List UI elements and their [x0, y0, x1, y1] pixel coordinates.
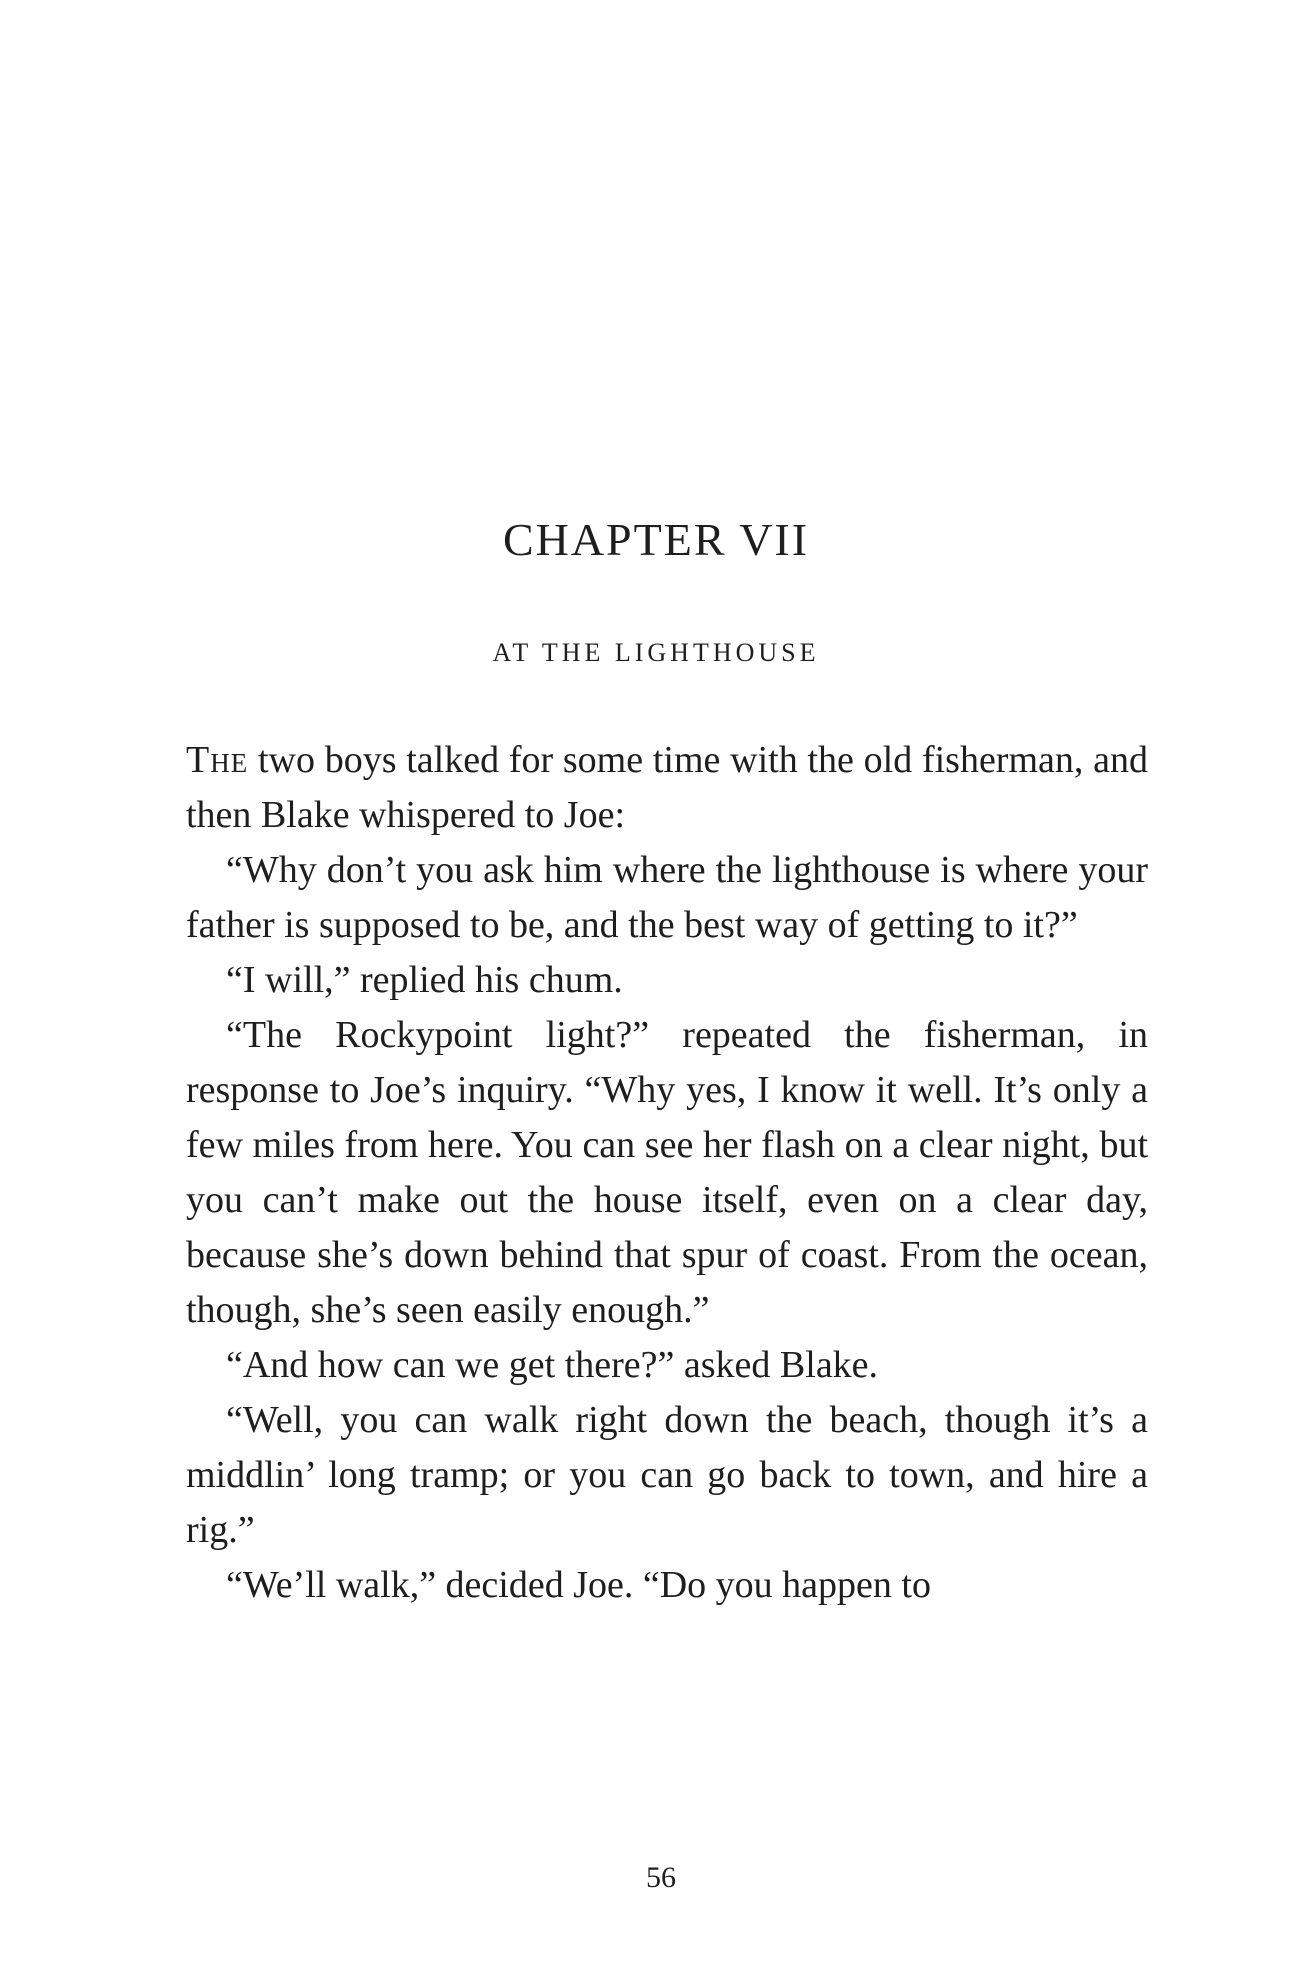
- page-number: 56: [646, 1861, 676, 1894]
- paragraph-text: “We’ll walk,” decided Joe. “Do you happen to: [226, 1564, 931, 1606]
- paragraph-text: “And how can we get there?” asked Blake.: [226, 1344, 879, 1386]
- paragraph-text: two boys talked for some time with the old fisherman, and then Blake whispered to Joe:: [186, 739, 1148, 836]
- paragraph: [186, 953, 1148, 1008]
- paragraph: [186, 1008, 1148, 1338]
- paragraph: [186, 843, 1148, 953]
- lead-word: The: [186, 739, 249, 781]
- paragraph-text: “I will,” replied his chum.: [226, 959, 623, 1001]
- paragraph: [186, 1393, 1148, 1558]
- paragraph-text: “Well, you can walk right down the beach, though it’s a middlin’ long tramp; or you can go back to town, and hire a rig.”: [186, 1399, 1148, 1551]
- chapter-subtitle: AT THE LIGHTHOUSE: [492, 638, 820, 667]
- paragraph: [186, 1558, 1148, 1613]
- paragraph: [186, 1338, 1148, 1393]
- body-text: [186, 733, 1148, 1613]
- paragraph-text: “Why don’t you ask him where the lighthouse is where your father is supposed to be, and the best way of getting to it?”: [186, 849, 1148, 946]
- chapter-title: CHAPTER VII: [502, 514, 810, 565]
- paragraph-text: “The Rockypoint light?” repeated the fisherman, in response to Joe’s inquiry. “Why yes, I know it well. It’s only a few miles from here. You can see her flash on a clear night, but you can’t make out the house itself, even on a clear day, because she’s down behind that spur of coast. From the ocean, though, she’s seen easily enough.”: [186, 1014, 1148, 1331]
- paragraph: [186, 733, 1148, 843]
